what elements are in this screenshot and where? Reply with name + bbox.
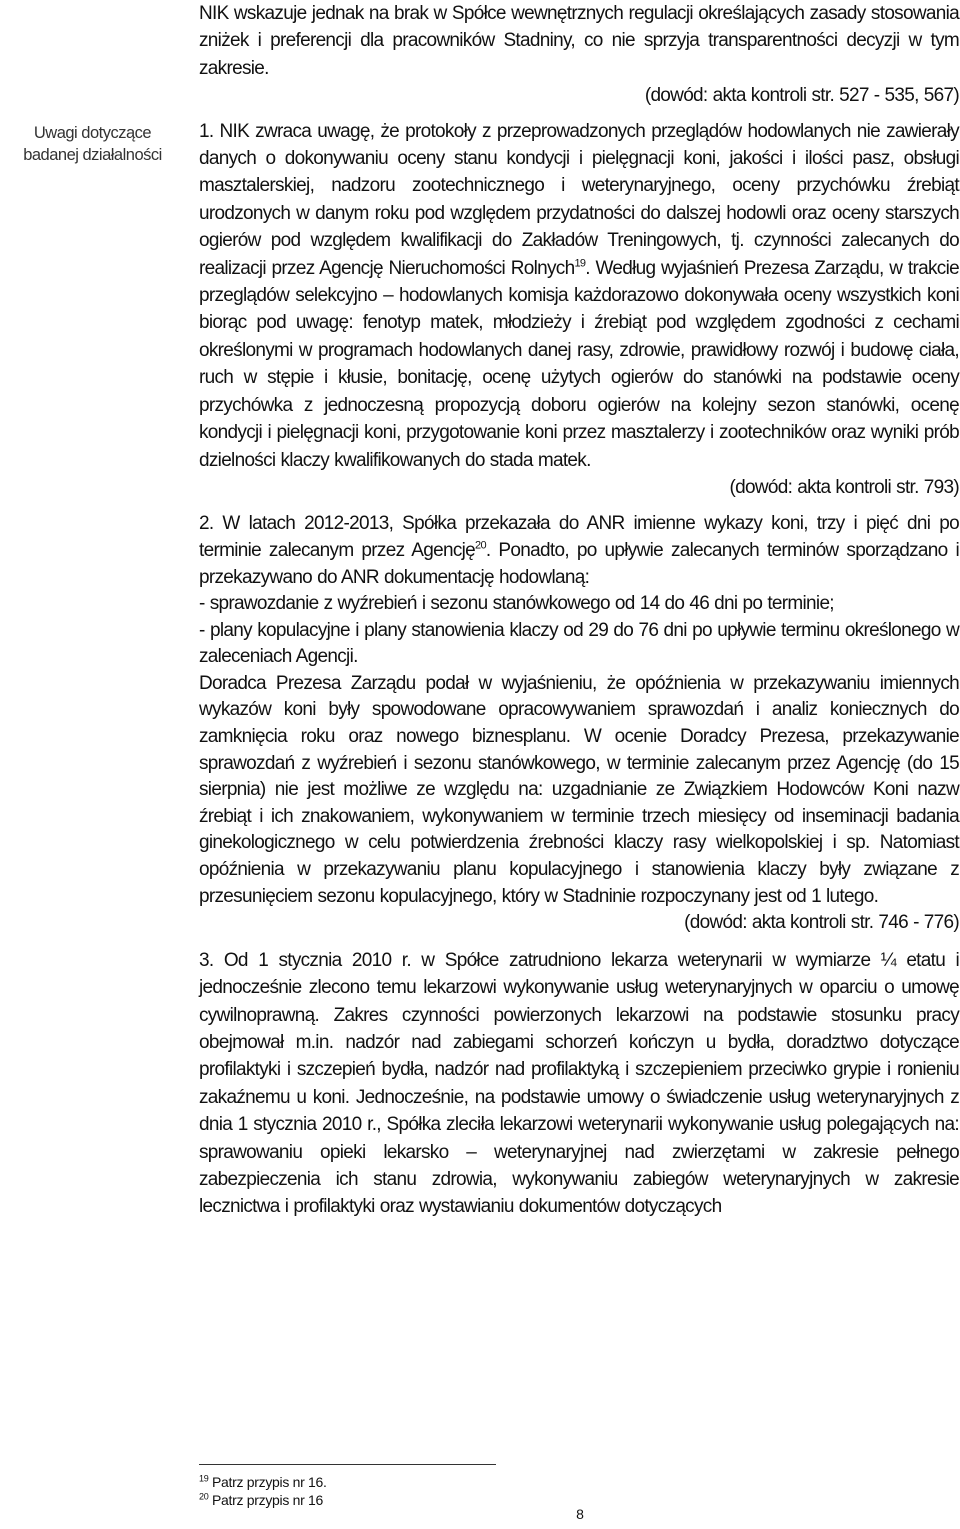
section-1-text-a: 1. NIK zwraca uwagę, że protokoły z przeprowadzonych przeglądów hodowlanych nie zawierały danych o dokonywaniu oceny stanu kondycji i pielęgnacji koni, jakości i ilości pasz, obsługi masztalerskiej, nadzoru zootechnicznego i weterynaryjnego, oceny przychówku źrebiąt urodzonych w danym roku pod względem przydatności do dalszej hodowli oraz oceny starszych ogierów pod względem kwalifikacji do Zakładów Treningowych, tj. czynności zalecanych do realizacji przez Agencję Nieruchomości Rolnych xyxy=(199,120,959,279)
evidence-citation-1: (dowód: akta kontroli str. 527 - 535, 567) xyxy=(644,85,959,107)
footnote-item xyxy=(199,1473,327,1491)
section-2-text-b: . Ponadto, po upływie zalecanych terminów sporządzano i przekazywano do ANR dokumentację hodowlaną: xyxy=(199,539,959,588)
page-number: 8 xyxy=(576,1506,584,1522)
footnote-text: Patrz przypis nr 16 xyxy=(212,1492,324,1508)
section-2-text-a: 2. W latach 2012-2013, Spółka przekazała do ANR imienne wykazy koni, trzy i pięć dni po terminie zalecanym przez Agencję xyxy=(199,513,959,561)
footnotes xyxy=(199,1473,327,1509)
section-2-list-item: - plany kopulacyjne i plany stanowienia klaczy od 29 do 76 dni po upływie terminu określonego w zaleceniach Agencji. xyxy=(199,619,959,668)
section-2-explanation-paragraph: Doradca Prezesa Zarządu podał w wyjaśnieniu, że opóźnienia w przekazywaniu imiennych wykazów koni były spowodowane opracowywaniem sprawozdań i analiz koniecznych do zamknięcia roku oraz nowego biznesplanu. W ocenie Doradcy Prezesa, przekazywanie sprawozdań z wyźrebień i sezonu stanówkowego, w terminie zalecanym przez Agencję (do 15 sierpnia) nie jest możliwe ze względu na: uzgadnianie ze Związkiem Hodowców Koni nazw źrebiąt i ich znakowaniem, wykonywaniem w terminie trzech miesięcy od inseminacji badania ginekologicznego w celu potwierdzenia źrebności klaczy rasy wielkopolskiej i sp. Natomiast opóźnienia w przekazywaniu planu kopulacyjnego i stanowienia klaczy były związane z przesunięciem sezonu kopulacyjnego, który w Stadninie rozpoczynany jest od 1 lutego. xyxy=(199,672,959,907)
sidebar-label xyxy=(0,122,185,166)
footnote-ref-20[interactable]: 20 xyxy=(475,539,486,552)
evidence-citation-3: (dowód: akta kontroli str. 746 - 776) xyxy=(684,912,959,934)
section-2-paragraph xyxy=(199,511,959,591)
sidebar-label-line2: badanej działalności xyxy=(23,146,162,164)
footnote-ref-19[interactable]: 19 xyxy=(574,257,586,270)
section-1-text-b: . Według wyjaśnień Prezesa Zarządu, w trakcie przeglądów selekcyjno – hodowlanych komisja każdorazowo dokonywała oceny wszystkich koni biorąc pod uwagę: fenotyp matek, młodzieży i źrebiąt pod względem zgodności z cechami określonymi w programach hodowlanych danej rasy, zdrowie, prawidłowy rozwój i budowę ciała, ruch w stępie i kłusie, bonitację, ocenę użytych ogierów do stanówki na podstawie oceny przychówka z jednoczesną propozycją doboru ogierów na kolejny sezon stanówki, ocenę kondycji i pielęgnacji koni, przygotowanie koni przez masztalerzy i zootechników oraz wyniki prób dzielności klaczy kwalifikowanych do stada matek. xyxy=(199,257,959,471)
footnote-number: 19 xyxy=(199,1473,209,1484)
section-2-list-item: - sprawozdanie z wyźrebień i sezonu stanówkowego od 14 do 46 dni po terminie; xyxy=(199,593,834,615)
footnote-number: 20 xyxy=(199,1491,209,1502)
intro-paragraph: NIK wskazuje jednak na brak w Spółce wewnętrznych regulacji określających zasady stosowania zniżek i preferencji dla pracowników Stadniny, co nie sprzyja transparentności decyzji w tym zakresie. xyxy=(199,3,959,79)
section-3-paragraph: 3. Od 1 stycznia 2010 r. w Spółce zatrudniono lekarza weterynarii w wymiarze ¼ etatu i jednocześnie zlecono temu lekarzowi wykonywanie usług weterynaryjnych w oparciu o umowę cywilnoprawną. Zakres czynności powierzonych lekarzowi na podstawie stosunku pracy obejmował m.in. nadzór nad zabiegami schorzeń kończyn u bydła, doradztwo dotyczące profilaktyki i szczepień bydła, nadzór nad profilaktyką i szczepieniem przeciwko grypie i ronieniu zakaźnemu u koni. Jednocześnie, na podstawie umowy o świadczenie usług weterynaryjnych z dnia 1 stycznia 2010 r., Spółka zleciła lekarzowi weterynarii wykonywanie usług polegających na: sprawowaniu opieki lekarsko – weterynaryjnej nad zwierzętami w zakresie pełnego zabezpieczenia ich stanu zdrowia, wykonywaniu zabiegów weterynaryjnych w zakresie lecznictwa i profilaktyki oraz wystawianiu dokumentów dotyczących xyxy=(199,949,959,1218)
main-content xyxy=(199,0,959,1221)
footnote-item xyxy=(199,1491,327,1509)
evidence-citation-2: (dowód: akta kontroli str. 793) xyxy=(729,476,959,498)
footnote-separator xyxy=(199,1464,496,1465)
footnote-text: Patrz przypis nr 16. xyxy=(212,1474,327,1490)
sidebar-label-line1: Uwagi dotyczące xyxy=(33,124,152,142)
section-1-paragraph xyxy=(199,118,959,474)
